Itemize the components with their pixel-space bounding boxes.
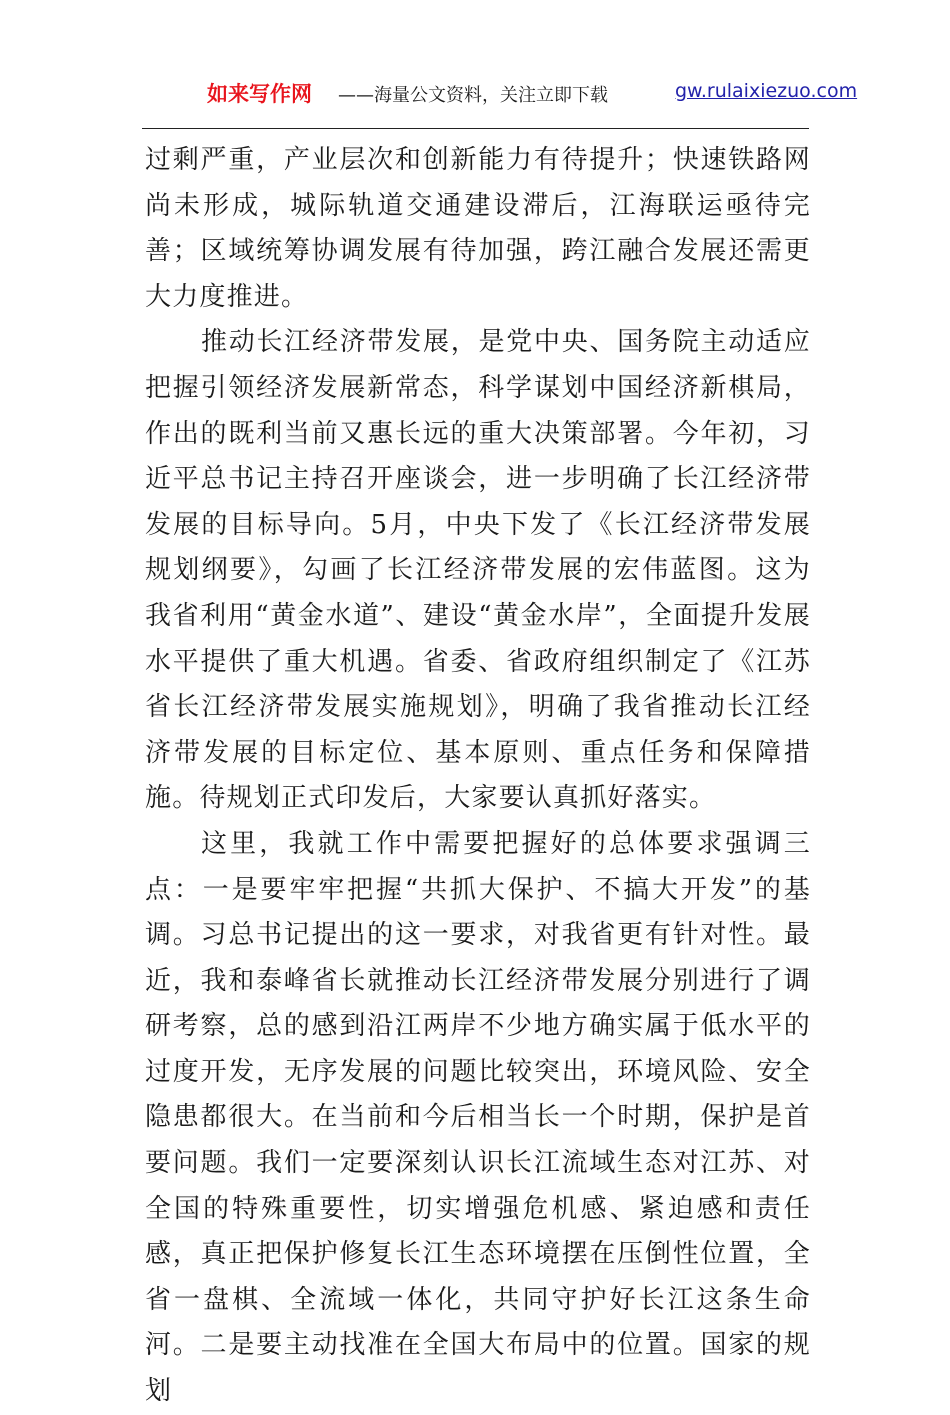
paragraph-3: 这里，我就工作中需要把握好的总体要求强调三点：一是要牢牢把握“共抓大保护、不搞大开发”的基调。习总书记提出的这一要求，对我省更有针对性。最近，我和泰峰省长就推动长江经济带发展分别进行了调研考察，总的感到沿江两岸不少地方确实属于低水平的过度开发，无序发展的问题比较突出，环境风险、安全隐患都很大。在当前和今后相当长一个时期，保护是首要问题。我们一定要深刻认识长江流域生态对江苏、对全国的特殊重要性，切实增强危机感、紧迫感和责任感，真正把保护修复长江生态环境摆在压倒性位置，全省一盘棋、全流域一体化，共同守护好长江这条生命河。二是要主动找准在全国大布局中的位置。国家的规划 — [145, 828, 811, 1407]
page-header — [0, 72, 950, 112]
paragraph-1: 过剩严重，产业层次和创新能力有待提升；快速铁路网尚未形成，城际轨道交通建设滞后，江海联运亟待完善；区域统筹协调发展有待加强，跨江融合发展还需更大力度推进。 — [145, 145, 811, 312]
header-divider — [142, 128, 809, 129]
header-slogan: ——海量公文资料，关注立即下载 — [338, 85, 608, 106]
brand-logo-text: 如来写作网 — [207, 82, 312, 106]
document-body — [145, 138, 811, 1415]
site-link[interactable]: gw.rulaixiezuo.com — [675, 80, 858, 102]
paragraph-2: 推动长江经济带发展，是党中央、国务院主动适应把握引领经济发展新常态，科学谋划中国经济新棋局，作出的既利当前又惠长远的重大决策部署。今年初，习近平总书记主持召开座谈会，进一步明确了长江经济带发展的目标导向。5月，中央下发了《长江经济带发展规划纲要》，勾画了长江经济带发展的宏伟蓝图。这为我省利用“黄金水道”、建设“黄金水岸”，全面提升发展水平提供了重大机遇。省委、省政府组织制定了《江苏省长江经济带发展实施规划》，明确了我省推动长江经济带发展的目标定位、基本原则、重点任务和保障措施。待规划正式印发后，大家要认真抓好落实。 — [145, 327, 811, 814]
